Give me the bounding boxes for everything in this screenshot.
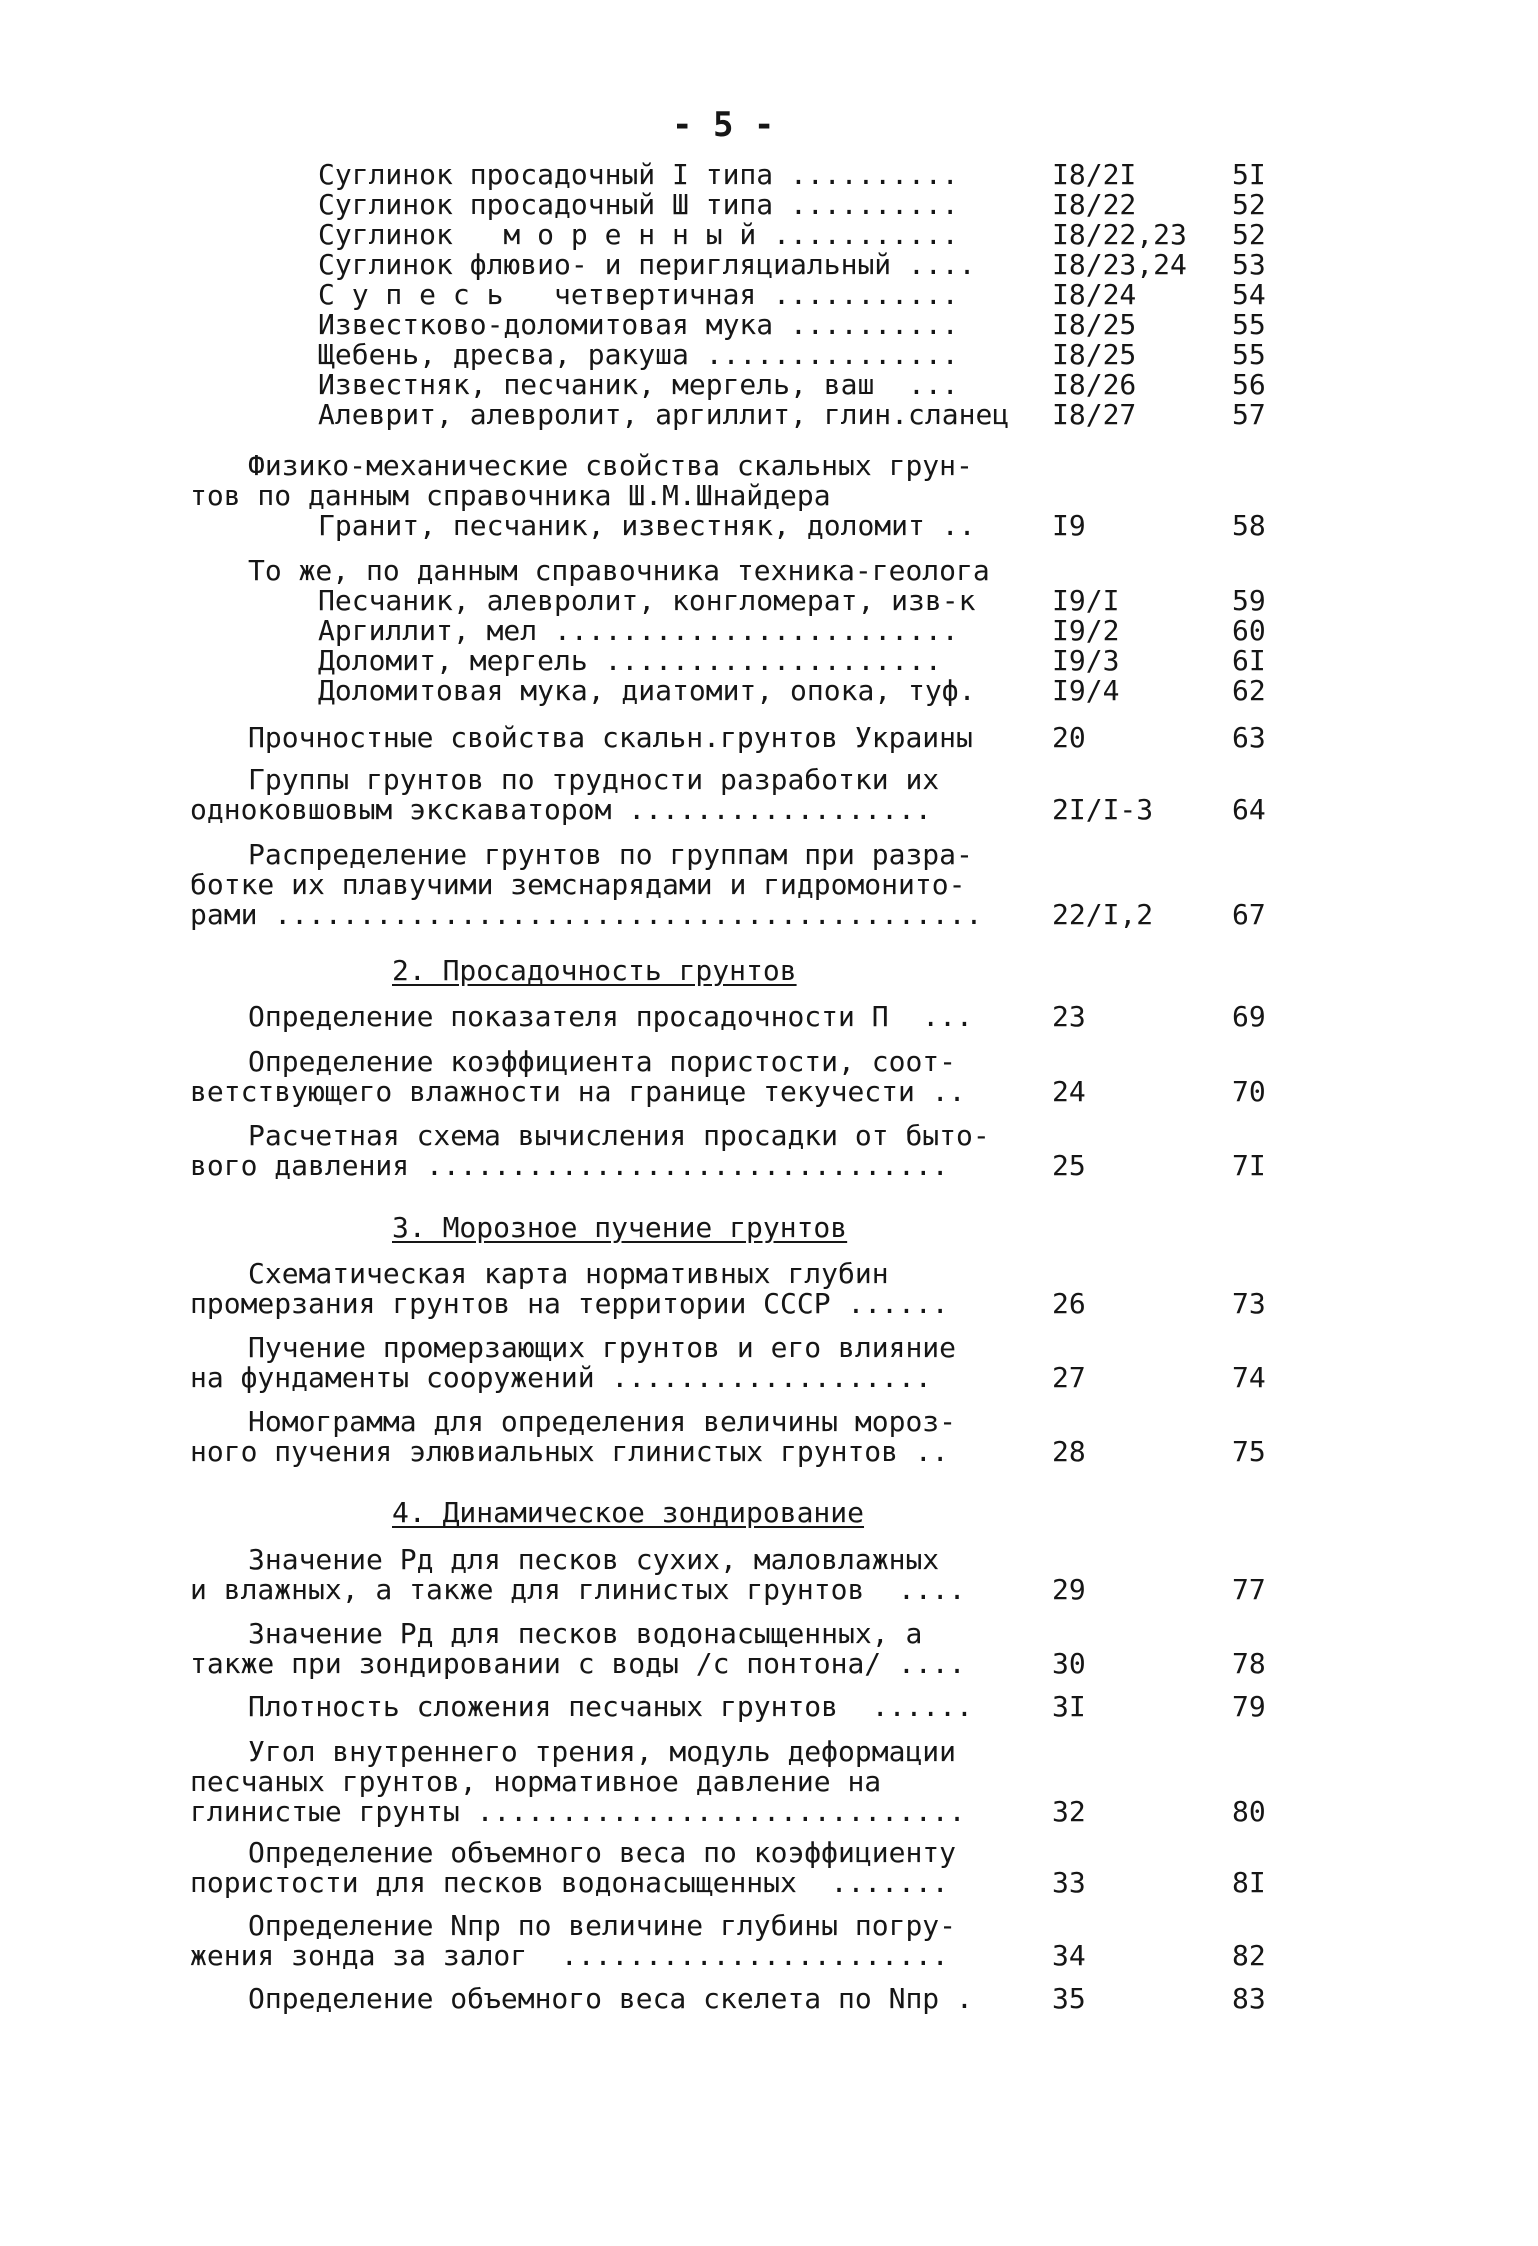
table-number: 22/I,2 bbox=[1052, 898, 1154, 931]
table-number: 35 bbox=[1052, 1982, 1086, 2015]
toc-entry-line: Прочностные свойства скальн.грунтов Украины bbox=[248, 721, 973, 754]
toc-entry-line: Схематическая карта нормативных глубин bbox=[248, 1257, 889, 1290]
toc-entry-line: Плотность сложения песчаных грунтов ...... bbox=[248, 1690, 973, 1723]
toc-entry-line: Значение Рд для песков сухих, маловлажных bbox=[248, 1543, 940, 1576]
toc-entry-line: глинистые грунты ............................. bbox=[190, 1795, 966, 1828]
table-number: 20 bbox=[1052, 721, 1086, 754]
toc-entry-line: Угол внутреннего трения, модуль деформации bbox=[248, 1735, 957, 1768]
table-number: I8/22,23 bbox=[1052, 218, 1187, 251]
table-number: I8/26 bbox=[1052, 368, 1137, 401]
table-number: I9 bbox=[1052, 509, 1086, 542]
table-number: 30 bbox=[1052, 1647, 1086, 1680]
section-heading: 2. Просадочность грунтов bbox=[392, 954, 797, 987]
toc-entry-line: пористости для песков водонасыщенных ....... bbox=[190, 1866, 949, 1899]
page-ref: 56 bbox=[1232, 368, 1266, 401]
toc-entry-line: Щебень, дресва, ракуша ............... bbox=[318, 338, 959, 371]
toc-entry-line: Гранит, песчаник, известняк, доломит .. bbox=[318, 509, 976, 542]
table-number: 24 bbox=[1052, 1075, 1086, 1108]
page-ref: 5I bbox=[1232, 158, 1266, 191]
toc-entry-line: рами .......................................... bbox=[190, 898, 983, 931]
page-ref: 78 bbox=[1232, 1647, 1266, 1680]
table-number: 2I/I-3 bbox=[1052, 793, 1154, 826]
table-number: I9/4 bbox=[1052, 674, 1120, 707]
toc-entry-line: ботке их плавучими земснарядами и гидромонито- bbox=[190, 868, 966, 901]
toc-entry-line: Песчаник, алевролит, конгломерат, изв-к bbox=[318, 584, 976, 617]
toc-entry-line: Пучение промерзающих грунтов и его влияние bbox=[248, 1331, 957, 1364]
table-number: I8/23,24 bbox=[1052, 248, 1187, 281]
page-ref: 67 bbox=[1232, 898, 1266, 931]
toc-entry-line: Суглинок флювио- и перигляциальный .... bbox=[318, 248, 976, 281]
toc-entry-line: ного пучения элювиальных глинистых грунтов .. bbox=[190, 1435, 949, 1468]
page-number: - 5 - bbox=[672, 105, 775, 145]
table-number: 32 bbox=[1052, 1795, 1086, 1828]
page-ref: 7I bbox=[1232, 1149, 1266, 1182]
toc-entry-line: промерзания грунтов на территории СССР ...... bbox=[190, 1287, 949, 1320]
page-ref: 59 bbox=[1232, 584, 1266, 617]
page-ref: 57 bbox=[1232, 398, 1266, 431]
toc-entry-line: и влажных, а также для глинистых грунтов .... bbox=[190, 1573, 966, 1606]
table-number: I9/3 bbox=[1052, 644, 1120, 677]
table-number: I8/25 bbox=[1052, 308, 1137, 341]
page-ref: 64 bbox=[1232, 793, 1266, 826]
table-number: 3I bbox=[1052, 1690, 1086, 1723]
table-number: I8/27 bbox=[1052, 398, 1137, 431]
toc-entry-line: Распределение грунтов по группам при разра- bbox=[248, 838, 973, 871]
toc-entry-line: Доломит, мергель .................... bbox=[318, 644, 942, 677]
toc-entry-line: Аргиллит, мел ........................ bbox=[318, 614, 959, 647]
page-ref: 55 bbox=[1232, 308, 1266, 341]
table-number: I9/2 bbox=[1052, 614, 1120, 647]
toc-entry-line: Определение объемного веса по коэффициенту bbox=[248, 1836, 957, 1869]
page-ref: 52 bbox=[1232, 188, 1266, 221]
table-number: I8/25 bbox=[1052, 338, 1137, 371]
page-ref: 6I bbox=[1232, 644, 1266, 677]
toc-entry-line: Группы грунтов по трудности разработки их bbox=[248, 763, 940, 796]
table-number: 26 bbox=[1052, 1287, 1086, 1320]
table-number: 28 bbox=[1052, 1435, 1086, 1468]
toc-entry-line: Расчетная схема вычисления просадки от быто- bbox=[248, 1119, 990, 1152]
page-ref: 70 bbox=[1232, 1075, 1266, 1108]
page-ref: 62 bbox=[1232, 674, 1266, 707]
toc-entry-line: Доломитовая мука, диатомит, опока, туф. bbox=[318, 674, 976, 707]
toc-entry-line: песчаных грунтов, нормативное давление на bbox=[190, 1765, 882, 1798]
table-number: I8/22 bbox=[1052, 188, 1137, 221]
toc-entry-line: Определение показателя просадочности П ... bbox=[248, 1000, 973, 1033]
table-number: I9/I bbox=[1052, 584, 1120, 617]
toc-entry-line: Определение Nпр по величине глубины погру- bbox=[248, 1909, 957, 1942]
toc-entry-line: Алеврит, алевролит, аргиллит, глин.сланец bbox=[318, 398, 1010, 431]
table-number: I8/2I bbox=[1052, 158, 1137, 191]
toc-entry-line: тов по данным справочника Ш.М.Шнайдера bbox=[190, 479, 831, 512]
table-number: 27 bbox=[1052, 1361, 1086, 1394]
page-ref: 8I bbox=[1232, 1866, 1266, 1899]
toc-entry-line: Известково-доломитовая мука .......... bbox=[318, 308, 959, 341]
toc-entry-line: на фундаменты сооружений ................... bbox=[190, 1361, 932, 1394]
table-number: 33 bbox=[1052, 1866, 1086, 1899]
page-ref: 63 bbox=[1232, 721, 1266, 754]
toc-entry-line: Определение объемного веса скелета по Nпр . bbox=[248, 1982, 973, 2015]
page-ref: 75 bbox=[1232, 1435, 1266, 1468]
toc-entry-line: Значение Рд для песков водонасыщенных, а bbox=[248, 1617, 923, 1650]
page-ref: 79 bbox=[1232, 1690, 1266, 1723]
toc-entry-line: То же, по данным справочника техника-геолога bbox=[248, 554, 990, 587]
section-heading: 3. Морозное пучение грунтов bbox=[392, 1211, 848, 1244]
page-ref: 73 bbox=[1232, 1287, 1266, 1320]
toc-entry-line: Суглинок просадочный I типа .......... bbox=[318, 158, 959, 191]
toc-entry-line: Известняк, песчаник, мергель, ваш ... bbox=[318, 368, 959, 401]
toc-entry-line: Определение коэффициента пористости, соот- bbox=[248, 1045, 957, 1078]
toc-entry-line: одноковшовым экскаватором .................. bbox=[190, 793, 932, 826]
page-ref: 80 bbox=[1232, 1795, 1266, 1828]
table-number: 29 bbox=[1052, 1573, 1086, 1606]
page-ref: 60 bbox=[1232, 614, 1266, 647]
page-ref: 53 bbox=[1232, 248, 1266, 281]
page-ref: 77 bbox=[1232, 1573, 1266, 1606]
table-number: I8/24 bbox=[1052, 278, 1137, 311]
page-ref: 83 bbox=[1232, 1982, 1266, 2015]
table-number: 25 bbox=[1052, 1149, 1086, 1182]
page-ref: 74 bbox=[1232, 1361, 1266, 1394]
toc-entry-line: жения зонда за залог ....................... bbox=[190, 1939, 949, 1972]
page-ref: 55 bbox=[1232, 338, 1266, 371]
page-ref: 69 bbox=[1232, 1000, 1266, 1033]
toc-entry-line: Номограмма для определения величины мороз- bbox=[248, 1405, 957, 1438]
toc-entry-line: Суглинок м о р е н н ы й ........... bbox=[318, 218, 959, 251]
toc-entry-line: ветствующего влажности на границе текучести .. bbox=[190, 1075, 966, 1108]
page-ref: 82 bbox=[1232, 1939, 1266, 1972]
toc-entry-line: Физико-механические свойства скальных грун- bbox=[248, 449, 973, 482]
table-number: 23 bbox=[1052, 1000, 1086, 1033]
toc-entry-line: также при зондировании с воды /с понтона/ .... bbox=[190, 1647, 966, 1680]
toc-entry-line: С у п е с ь четвертичная ........... bbox=[318, 278, 959, 311]
page-ref: 54 bbox=[1232, 278, 1266, 311]
page-ref: 58 bbox=[1232, 509, 1266, 542]
table-number: 34 bbox=[1052, 1939, 1086, 1972]
toc-entry-line: Суглинок просадочный Ш типа .......... bbox=[318, 188, 959, 221]
toc-entry-line: вого давления ............................... bbox=[190, 1149, 949, 1182]
page-ref: 52 bbox=[1232, 218, 1266, 251]
section-heading: 4. Динамическое зондирование bbox=[392, 1496, 865, 1529]
